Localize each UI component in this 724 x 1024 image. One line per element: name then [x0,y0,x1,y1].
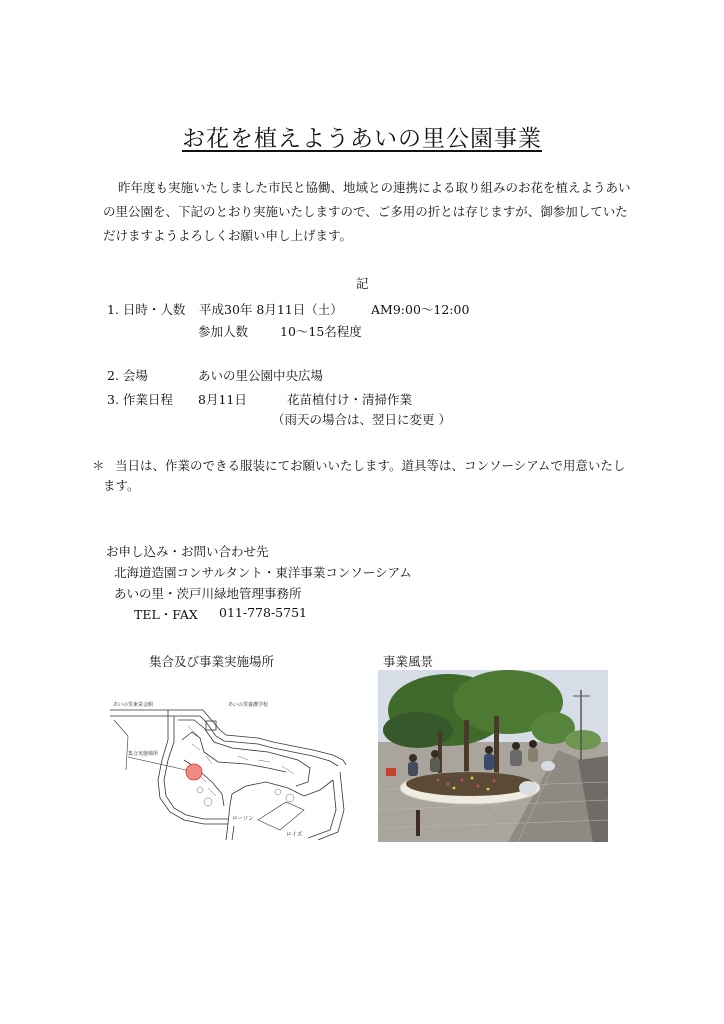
item3-work: 花苗植付け・清掃作業 [287,392,413,407]
intro-line-3: だけますようよろしくお願い申し上げます。 [103,228,353,243]
contact-heading: お申し込み・お問い合わせ先 [106,544,269,559]
map-label-school: あいの里養護学校 [228,702,269,708]
contact-org: 北海道造園コンサルタント・東洋事業コンソーシアム [114,565,412,580]
item3-note: （雨天の場合は、翌日に変更 ） [272,412,451,427]
notice-line-1: 当日は、作業のできる服装にてお願いいたします。道具等は、コンソーシアムで用意いたし [115,458,626,473]
activity-photo [378,670,608,842]
intro-line-1: 昨年度も実施いたしました市民と協働、地域との連携による取り組みのお花を植えようあい [118,180,631,195]
photo-caption: 事業風景 [383,654,434,669]
item1-count-label: 参加人数 [198,324,249,339]
map-label-lois: ロイズ [286,832,303,838]
map-label-community: あいの里東栄会館 [113,702,154,708]
document-title: お花を植えようあいの里公園事業 [182,126,542,152]
contact-tel-label: TEL・FAX [134,607,198,622]
intro-line-2: の里公園を、下記のとおり実施いたしますので、ご多用の折とは存じますが、御参加していた [103,204,628,219]
ki-heading: 記 [356,276,369,291]
map-label-meeting: 集合実施場所 [128,751,159,757]
item1-label: 1. 日時・人数 [107,302,186,317]
item2-label: 2. 会場 [107,368,148,383]
contact-office: あいの里・茨戸川緑地管理事務所 [114,586,302,601]
item1-time: AM9:00～12:00 [371,302,470,317]
item1-count: 10～15名程度 [280,324,362,339]
contact-tel: 011-778-5751 [219,605,307,620]
item3-label: 3. 作業日程 [107,392,173,407]
notice-marker: ＊ [92,458,105,473]
site-map [108,690,348,840]
item3-date: 8月11日 [198,392,247,407]
map-caption: 集合及び事業実施場所 [149,654,275,669]
item2-value: あいの里公園中央広場 [198,368,324,383]
item1-date: 平成30年 8月11日（土） [199,302,343,317]
map-label-lawson: ローソン [232,816,254,822]
notice-line-2: ます。 [103,478,140,493]
